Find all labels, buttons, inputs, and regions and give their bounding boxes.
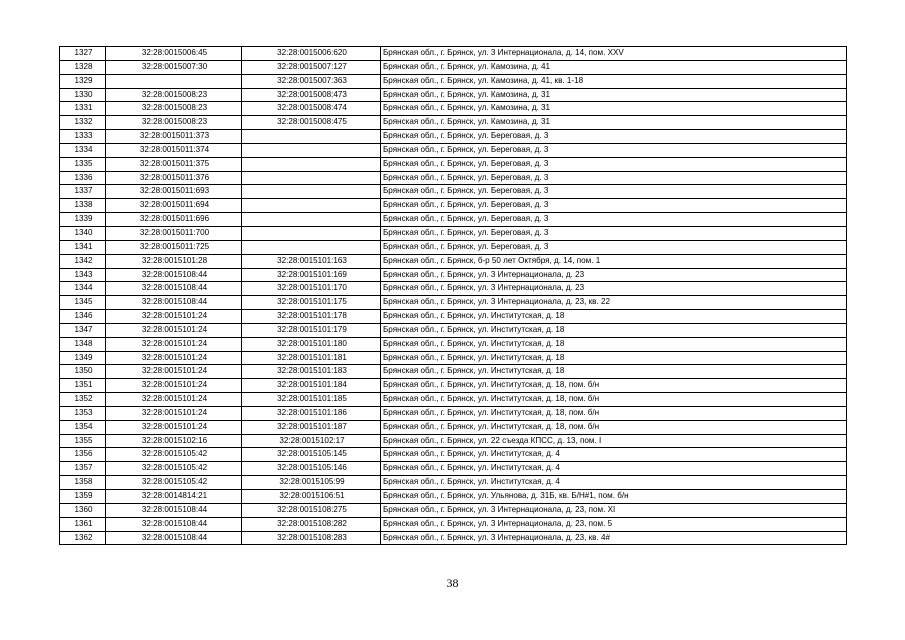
row-number-cell: 1359 bbox=[60, 490, 106, 504]
property-registry-table bbox=[59, 46, 847, 545]
row-number-cell: 1354 bbox=[60, 420, 106, 434]
table-row bbox=[60, 240, 847, 254]
table-row bbox=[60, 462, 847, 476]
table-row bbox=[60, 254, 847, 268]
object-number-cell: 32:28:0015105:99 bbox=[242, 476, 381, 490]
table-row bbox=[60, 490, 847, 504]
address-cell: Брянская обл., г. Брянск, ул. Институтская, д. 18, пом. б/н bbox=[381, 420, 847, 434]
cadastral-number-cell: 32:28:0015011:700 bbox=[106, 226, 242, 240]
row-number-cell: 1333 bbox=[60, 130, 106, 144]
table-row bbox=[60, 47, 847, 61]
object-number-cell bbox=[242, 143, 381, 157]
address-cell: Брянская обл., г. Брянск, ул. Институтская, д. 4 bbox=[381, 448, 847, 462]
table-row bbox=[60, 393, 847, 407]
object-number-cell: 32:28:0015101:187 bbox=[242, 420, 381, 434]
cadastral-number-cell: 32:28:0015108:44 bbox=[106, 531, 242, 545]
object-number-cell: 32:28:0015102:17 bbox=[242, 434, 381, 448]
table-row bbox=[60, 406, 847, 420]
table-row bbox=[60, 337, 847, 351]
address-cell: Брянская обл., г. Брянск, ул. Береговая, д. 3 bbox=[381, 185, 847, 199]
cadastral-number-cell: 32:28:0015102:16 bbox=[106, 434, 242, 448]
address-cell: Брянская обл., г. Брянск, ул. 3 Интернационала, д. 23 bbox=[381, 282, 847, 296]
object-number-cell bbox=[242, 171, 381, 185]
cadastral-number-cell: 32:28:0015108:44 bbox=[106, 503, 242, 517]
cadastral-number-cell bbox=[106, 74, 242, 88]
table-row bbox=[60, 434, 847, 448]
row-number-cell: 1335 bbox=[60, 157, 106, 171]
table-row bbox=[60, 102, 847, 116]
row-number-cell: 1339 bbox=[60, 213, 106, 227]
address-cell: Брянская обл., г. Брянск, ул. Институтская, д. 18 bbox=[381, 310, 847, 324]
row-number-cell: 1342 bbox=[60, 254, 106, 268]
table-row bbox=[60, 296, 847, 310]
object-number-cell: 32:28:0015007:363 bbox=[242, 74, 381, 88]
table-row bbox=[60, 74, 847, 88]
cadastral-number-cell: 32:28:0015101:24 bbox=[106, 379, 242, 393]
row-number-cell: 1355 bbox=[60, 434, 106, 448]
address-cell: Брянская обл., г. Брянск, ул. Институтская, д. 18 bbox=[381, 365, 847, 379]
object-number-cell bbox=[242, 199, 381, 213]
cadastral-number-cell: 32:28:0015011:693 bbox=[106, 185, 242, 199]
address-cell: Брянская обл., г. Брянск, ул. Институтская, д. 18 bbox=[381, 323, 847, 337]
table-row bbox=[60, 503, 847, 517]
row-number-cell: 1338 bbox=[60, 199, 106, 213]
cadastral-number-cell: 32:28:0015105:42 bbox=[106, 476, 242, 490]
row-number-cell: 1350 bbox=[60, 365, 106, 379]
object-number-cell: 32:28:0015008:473 bbox=[242, 88, 381, 102]
address-cell: Брянская обл., г. Брянск, ул. Береговая, д. 3 bbox=[381, 171, 847, 185]
cadastral-number-cell: 32:28:0015105:42 bbox=[106, 448, 242, 462]
address-cell: Брянская обл., г. Брянск, ул. Институтская, д. 18 bbox=[381, 351, 847, 365]
table-row bbox=[60, 199, 847, 213]
cadastral-number-cell: 32:28:0015011:376 bbox=[106, 171, 242, 185]
row-number-cell: 1361 bbox=[60, 517, 106, 531]
object-number-cell bbox=[242, 213, 381, 227]
row-number-cell: 1345 bbox=[60, 296, 106, 310]
object-number-cell: 32:28:0015101:184 bbox=[242, 379, 381, 393]
object-number-cell: 32:28:0015006:620 bbox=[242, 47, 381, 61]
table-row bbox=[60, 116, 847, 130]
row-number-cell: 1358 bbox=[60, 476, 106, 490]
table-row bbox=[60, 351, 847, 365]
object-number-cell bbox=[242, 185, 381, 199]
table-row bbox=[60, 171, 847, 185]
table-row bbox=[60, 476, 847, 490]
row-number-cell: 1352 bbox=[60, 393, 106, 407]
address-cell: Брянская обл., г. Брянск, ул. Береговая, д. 3 bbox=[381, 213, 847, 227]
cadastral-number-cell: 32:28:0015011:375 bbox=[106, 157, 242, 171]
table-row bbox=[60, 282, 847, 296]
object-number-cell: 32:28:0015101:180 bbox=[242, 337, 381, 351]
cadastral-number-cell: 32:28:0015108:44 bbox=[106, 282, 242, 296]
address-cell: Брянская обл., г. Брянск, ул. Институтская, д. 18 bbox=[381, 337, 847, 351]
object-number-cell bbox=[242, 157, 381, 171]
object-number-cell: 32:28:0015101:170 bbox=[242, 282, 381, 296]
row-number-cell: 1340 bbox=[60, 226, 106, 240]
address-cell: Брянская обл., г. Брянск, ул. 3 Интернационала, д. 23, кв. 22 bbox=[381, 296, 847, 310]
object-number-cell bbox=[242, 226, 381, 240]
object-number-cell: 32:28:0015105:145 bbox=[242, 448, 381, 462]
cadastral-number-cell: 32:28:0015105:42 bbox=[106, 462, 242, 476]
address-cell: Брянская обл., г. Брянск, б-р 50 лет Октября, д. 14, пом. 1 bbox=[381, 254, 847, 268]
object-number-cell: 32:28:0015101:179 bbox=[242, 323, 381, 337]
address-cell: Брянская обл., г. Брянск, ул. Береговая, д. 3 bbox=[381, 226, 847, 240]
address-cell: Брянская обл., г. Брянск, ул. 3 Интернационала, д. 14, пом. XXV bbox=[381, 47, 847, 61]
row-number-cell: 1344 bbox=[60, 282, 106, 296]
cadastral-number-cell: 32:28:0015011:694 bbox=[106, 199, 242, 213]
object-number-cell: 32:28:0015108:283 bbox=[242, 531, 381, 545]
object-number-cell: 32:28:0015101:183 bbox=[242, 365, 381, 379]
table-row bbox=[60, 143, 847, 157]
table-row bbox=[60, 310, 847, 324]
cadastral-number-cell: 32:28:0015011:374 bbox=[106, 143, 242, 157]
address-cell: Брянская обл., г. Брянск, ул. Камозина, д. 31 bbox=[381, 88, 847, 102]
row-number-cell: 1329 bbox=[60, 74, 106, 88]
cadastral-number-cell: 32:28:0015008:23 bbox=[106, 88, 242, 102]
cadastral-number-cell: 32:28:0015101:24 bbox=[106, 393, 242, 407]
object-number-cell bbox=[242, 130, 381, 144]
row-number-cell: 1353 bbox=[60, 406, 106, 420]
table-row bbox=[60, 517, 847, 531]
address-cell: Брянская обл., г. Брянск, ул. Береговая, д. 3 bbox=[381, 143, 847, 157]
table-row bbox=[60, 420, 847, 434]
object-number-cell: 32:28:0015008:474 bbox=[242, 102, 381, 116]
object-number-cell: 32:28:0015108:275 bbox=[242, 503, 381, 517]
object-number-cell: 32:28:0015108:282 bbox=[242, 517, 381, 531]
cadastral-number-cell: 32:28:0015008:23 bbox=[106, 116, 242, 130]
address-cell: Брянская обл., г. Брянск, ул. Институтская, д. 18, пом. б/н bbox=[381, 393, 847, 407]
cadastral-number-cell: 32:28:0015011:696 bbox=[106, 213, 242, 227]
cadastral-number-cell: 32:28:0015101:28 bbox=[106, 254, 242, 268]
row-number-cell: 1356 bbox=[60, 448, 106, 462]
address-cell: Брянская обл., г. Брянск, ул. Камозина, д. 41 bbox=[381, 60, 847, 74]
address-cell: Брянская обл., г. Брянск, ул. 3 Интернационала, д. 23, кв. 4# bbox=[381, 531, 847, 545]
object-number-cell: 32:28:0015007:127 bbox=[242, 60, 381, 74]
address-cell: Брянская обл., г. Брянск, ул. Камозина, д. 41, кв. 1-18 bbox=[381, 74, 847, 88]
table-row bbox=[60, 365, 847, 379]
row-number-cell: 1337 bbox=[60, 185, 106, 199]
cadastral-number-cell: 32:28:0015101:24 bbox=[106, 351, 242, 365]
address-cell: Брянская обл., г. Брянск, ул. Береговая, д. 3 bbox=[381, 199, 847, 213]
cadastral-number-cell: 32:28:0015108:44 bbox=[106, 517, 242, 531]
table-row bbox=[60, 226, 847, 240]
row-number-cell: 1348 bbox=[60, 337, 106, 351]
cadastral-number-cell: 32:28:0015011:373 bbox=[106, 130, 242, 144]
table-row bbox=[60, 379, 847, 393]
address-cell: Брянская обл., г. Брянск, ул. Институтская, д. 18, пом. б/н bbox=[381, 379, 847, 393]
cadastral-number-cell: 32:28:0015101:24 bbox=[106, 310, 242, 324]
row-number-cell: 1357 bbox=[60, 462, 106, 476]
table-row bbox=[60, 268, 847, 282]
object-number-cell: 32:28:0015105:146 bbox=[242, 462, 381, 476]
row-number-cell: 1331 bbox=[60, 102, 106, 116]
address-cell: Брянская обл., г. Брянск, ул. Береговая, д. 3 bbox=[381, 240, 847, 254]
object-number-cell: 32:28:0015101:186 bbox=[242, 406, 381, 420]
object-number-cell: 32:28:0015101:185 bbox=[242, 393, 381, 407]
row-number-cell: 1362 bbox=[60, 531, 106, 545]
cadastral-number-cell: 32:28:0015101:24 bbox=[106, 406, 242, 420]
address-cell: Брянская обл., г. Брянск, ул. Институтская, д. 18, пом. б/н bbox=[381, 406, 847, 420]
table-row bbox=[60, 130, 847, 144]
cadastral-number-cell: 32:28:0015108:44 bbox=[106, 268, 242, 282]
address-cell: Брянская обл., г. Брянск, ул. Ульянова, д. 31Б, кв. Б/Н#1, пом. б/н bbox=[381, 490, 847, 504]
row-number-cell: 1330 bbox=[60, 88, 106, 102]
table-row bbox=[60, 531, 847, 545]
cadastral-number-cell: 32:28:0015101:24 bbox=[106, 323, 242, 337]
cadastral-number-cell: 32:28:0015101:24 bbox=[106, 365, 242, 379]
table-row bbox=[60, 185, 847, 199]
row-number-cell: 1332 bbox=[60, 116, 106, 130]
address-cell: Брянская обл., г. Брянск, ул. Камозина, д. 31 bbox=[381, 116, 847, 130]
row-number-cell: 1341 bbox=[60, 240, 106, 254]
object-number-cell: 32:28:0015101:163 bbox=[242, 254, 381, 268]
object-number-cell: 32:28:0015101:178 bbox=[242, 310, 381, 324]
cadastral-number-cell: 32:28:0015101:24 bbox=[106, 420, 242, 434]
address-cell: Брянская обл., г. Брянск, ул. 3 Интернационала, д. 23, пом. 5 bbox=[381, 517, 847, 531]
row-number-cell: 1336 bbox=[60, 171, 106, 185]
cadastral-number-cell: 32:28:0015006:45 bbox=[106, 47, 242, 61]
row-number-cell: 1327 bbox=[60, 47, 106, 61]
object-number-cell: 32:28:0015101:181 bbox=[242, 351, 381, 365]
table-row bbox=[60, 213, 847, 227]
object-number-cell: 32:28:0015101:175 bbox=[242, 296, 381, 310]
address-cell: Брянская обл., г. Брянск, ул. Береговая, д. 3 bbox=[381, 157, 847, 171]
table-row bbox=[60, 88, 847, 102]
page-number: 38 bbox=[446, 576, 459, 590]
row-number-cell: 1328 bbox=[60, 60, 106, 74]
address-cell: Брянская обл., г. Брянск, ул. 3 Интернационала, д. 23, пом. XI bbox=[381, 503, 847, 517]
address-cell: Брянская обл., г. Брянск, ул. Камозина, д. 31 bbox=[381, 102, 847, 116]
object-number-cell: 32:28:0015101:169 bbox=[242, 268, 381, 282]
cadastral-number-cell: 32:28:0014814:21 bbox=[106, 490, 242, 504]
row-number-cell: 1347 bbox=[60, 323, 106, 337]
cadastral-number-cell: 32:28:0015007:30 bbox=[106, 60, 242, 74]
table-row bbox=[60, 157, 847, 171]
row-number-cell: 1346 bbox=[60, 310, 106, 324]
row-number-cell: 1351 bbox=[60, 379, 106, 393]
address-cell: Брянская обл., г. Брянск, ул. Институтская, д. 4 bbox=[381, 476, 847, 490]
object-number-cell: 32:28:0015008:475 bbox=[242, 116, 381, 130]
object-number-cell bbox=[242, 240, 381, 254]
table-row bbox=[60, 323, 847, 337]
row-number-cell: 1343 bbox=[60, 268, 106, 282]
cadastral-number-cell: 32:28:0015011:725 bbox=[106, 240, 242, 254]
cadastral-number-cell: 32:28:0015108:44 bbox=[106, 296, 242, 310]
cadastral-number-cell: 32:28:0015008:23 bbox=[106, 102, 242, 116]
address-cell: Брянская обл., г. Брянск, ул. Институтская, д. 4 bbox=[381, 462, 847, 476]
row-number-cell: 1334 bbox=[60, 143, 106, 157]
address-cell: Брянская обл., г. Брянск, ул. 22 съезда КПСС, д. 13, пом. I bbox=[381, 434, 847, 448]
row-number-cell: 1349 bbox=[60, 351, 106, 365]
object-number-cell: 32:28:0015106:51 bbox=[242, 490, 381, 504]
table-row bbox=[60, 448, 847, 462]
address-cell: Брянская обл., г. Брянск, ул. Береговая, д. 3 bbox=[381, 130, 847, 144]
address-cell: Брянская обл., г. Брянск, ул. 3 Интернационала, д. 23 bbox=[381, 268, 847, 282]
table-row bbox=[60, 60, 847, 74]
cadastral-number-cell: 32:28:0015101:24 bbox=[106, 337, 242, 351]
row-number-cell: 1360 bbox=[60, 503, 106, 517]
registry-table-body bbox=[60, 47, 847, 545]
